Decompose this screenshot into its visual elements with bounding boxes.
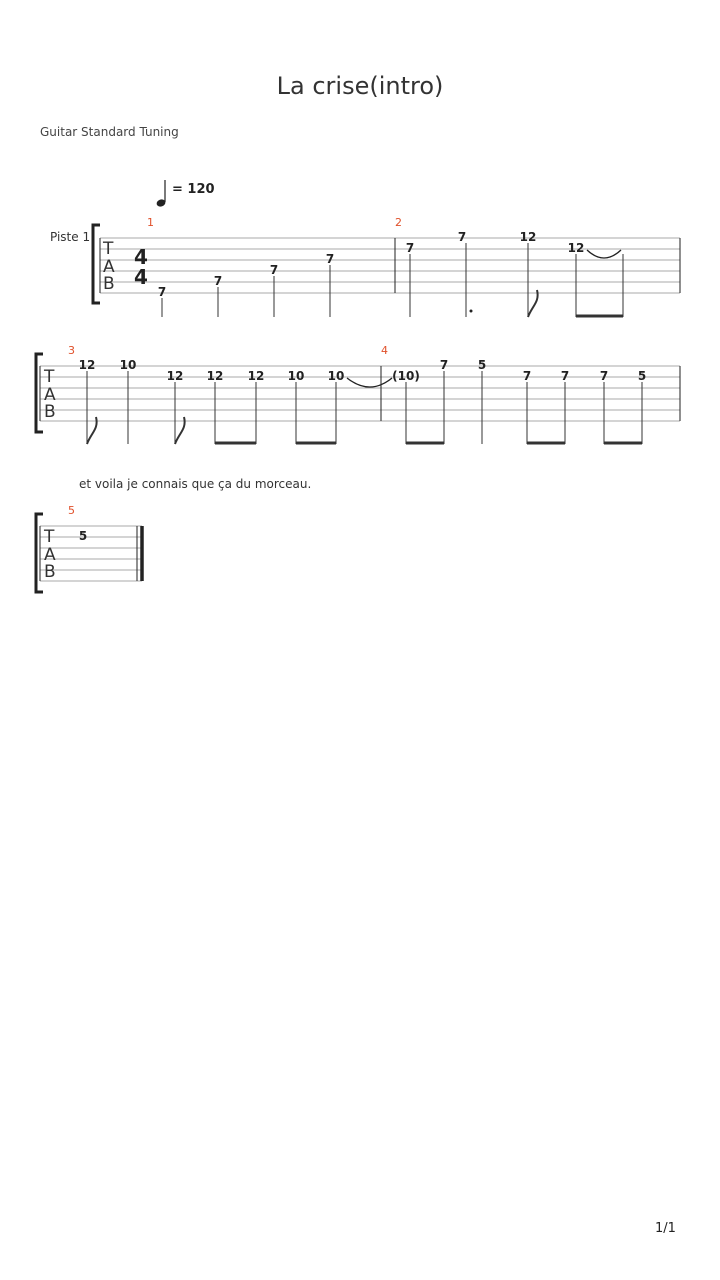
tab-letter-t: T (103, 239, 114, 259)
fret-number: 10 (327, 369, 345, 383)
measure-number: 1 (147, 216, 154, 229)
tempo-marking (156, 180, 215, 208)
tab-letter-b: B (44, 402, 56, 422)
fret-number: 7 (405, 241, 415, 255)
tab-letter-t: T (44, 367, 55, 387)
fret-number: 12 (519, 230, 537, 244)
system-bracket (93, 225, 100, 303)
page-number: 1/1 (655, 1221, 676, 1236)
fret-number: 7 (560, 369, 570, 383)
tie-arc (587, 250, 621, 258)
tab-letter-a: A (44, 545, 56, 565)
tie-arc (347, 378, 392, 387)
tab-letter-t: T (44, 527, 55, 547)
system-3 (36, 504, 142, 592)
tab-letter-b: B (44, 562, 56, 582)
time-signature-denominator: 4 (134, 265, 148, 289)
track-name: Piste 1 (50, 230, 91, 244)
dotted-note (470, 310, 473, 313)
fret-number: 7 (599, 369, 609, 383)
fret-number: 7 (439, 358, 449, 372)
page-title: La crise(intro) (276, 72, 444, 100)
fret-number: 5 (637, 369, 647, 383)
fret-number: 7 (325, 252, 335, 266)
fret-number: 5 (477, 358, 487, 372)
measure-number: 5 (68, 504, 75, 517)
time-signature-numerator: 4 (134, 245, 148, 269)
tab-letter-a: A (103, 257, 115, 277)
fret-number: 10 (119, 358, 137, 372)
system-2 (36, 344, 680, 444)
tab-letter-b: B (103, 274, 115, 294)
measure-number: 4 (381, 344, 388, 357)
measure-number: 3 (68, 344, 75, 357)
measure-number: 2 (395, 216, 402, 229)
fret-number: 7 (457, 230, 467, 244)
fret-number: 12 (206, 369, 224, 383)
fret-number: 12 (247, 369, 265, 383)
fret-number: (10) (392, 369, 420, 383)
fret-number: 12 (567, 241, 585, 255)
fret-number: 7 (522, 369, 532, 383)
fret-number: 12 (166, 369, 184, 383)
fret-number: 7 (157, 285, 167, 299)
score-comment: et voila je connais que ça du morceau. (79, 477, 312, 491)
tempo-value: = 120 (172, 182, 215, 197)
fret-number: 7 (213, 274, 223, 288)
fret-number: 12 (78, 358, 96, 372)
tuning-label: Guitar Standard Tuning (40, 125, 179, 139)
fret-number: 7 (269, 263, 279, 277)
system-1 (50, 216, 680, 317)
fret-number: 5 (78, 529, 88, 543)
note-flag (528, 290, 538, 317)
tab-letter-a: A (44, 385, 56, 405)
fret-number: 10 (287, 369, 305, 383)
